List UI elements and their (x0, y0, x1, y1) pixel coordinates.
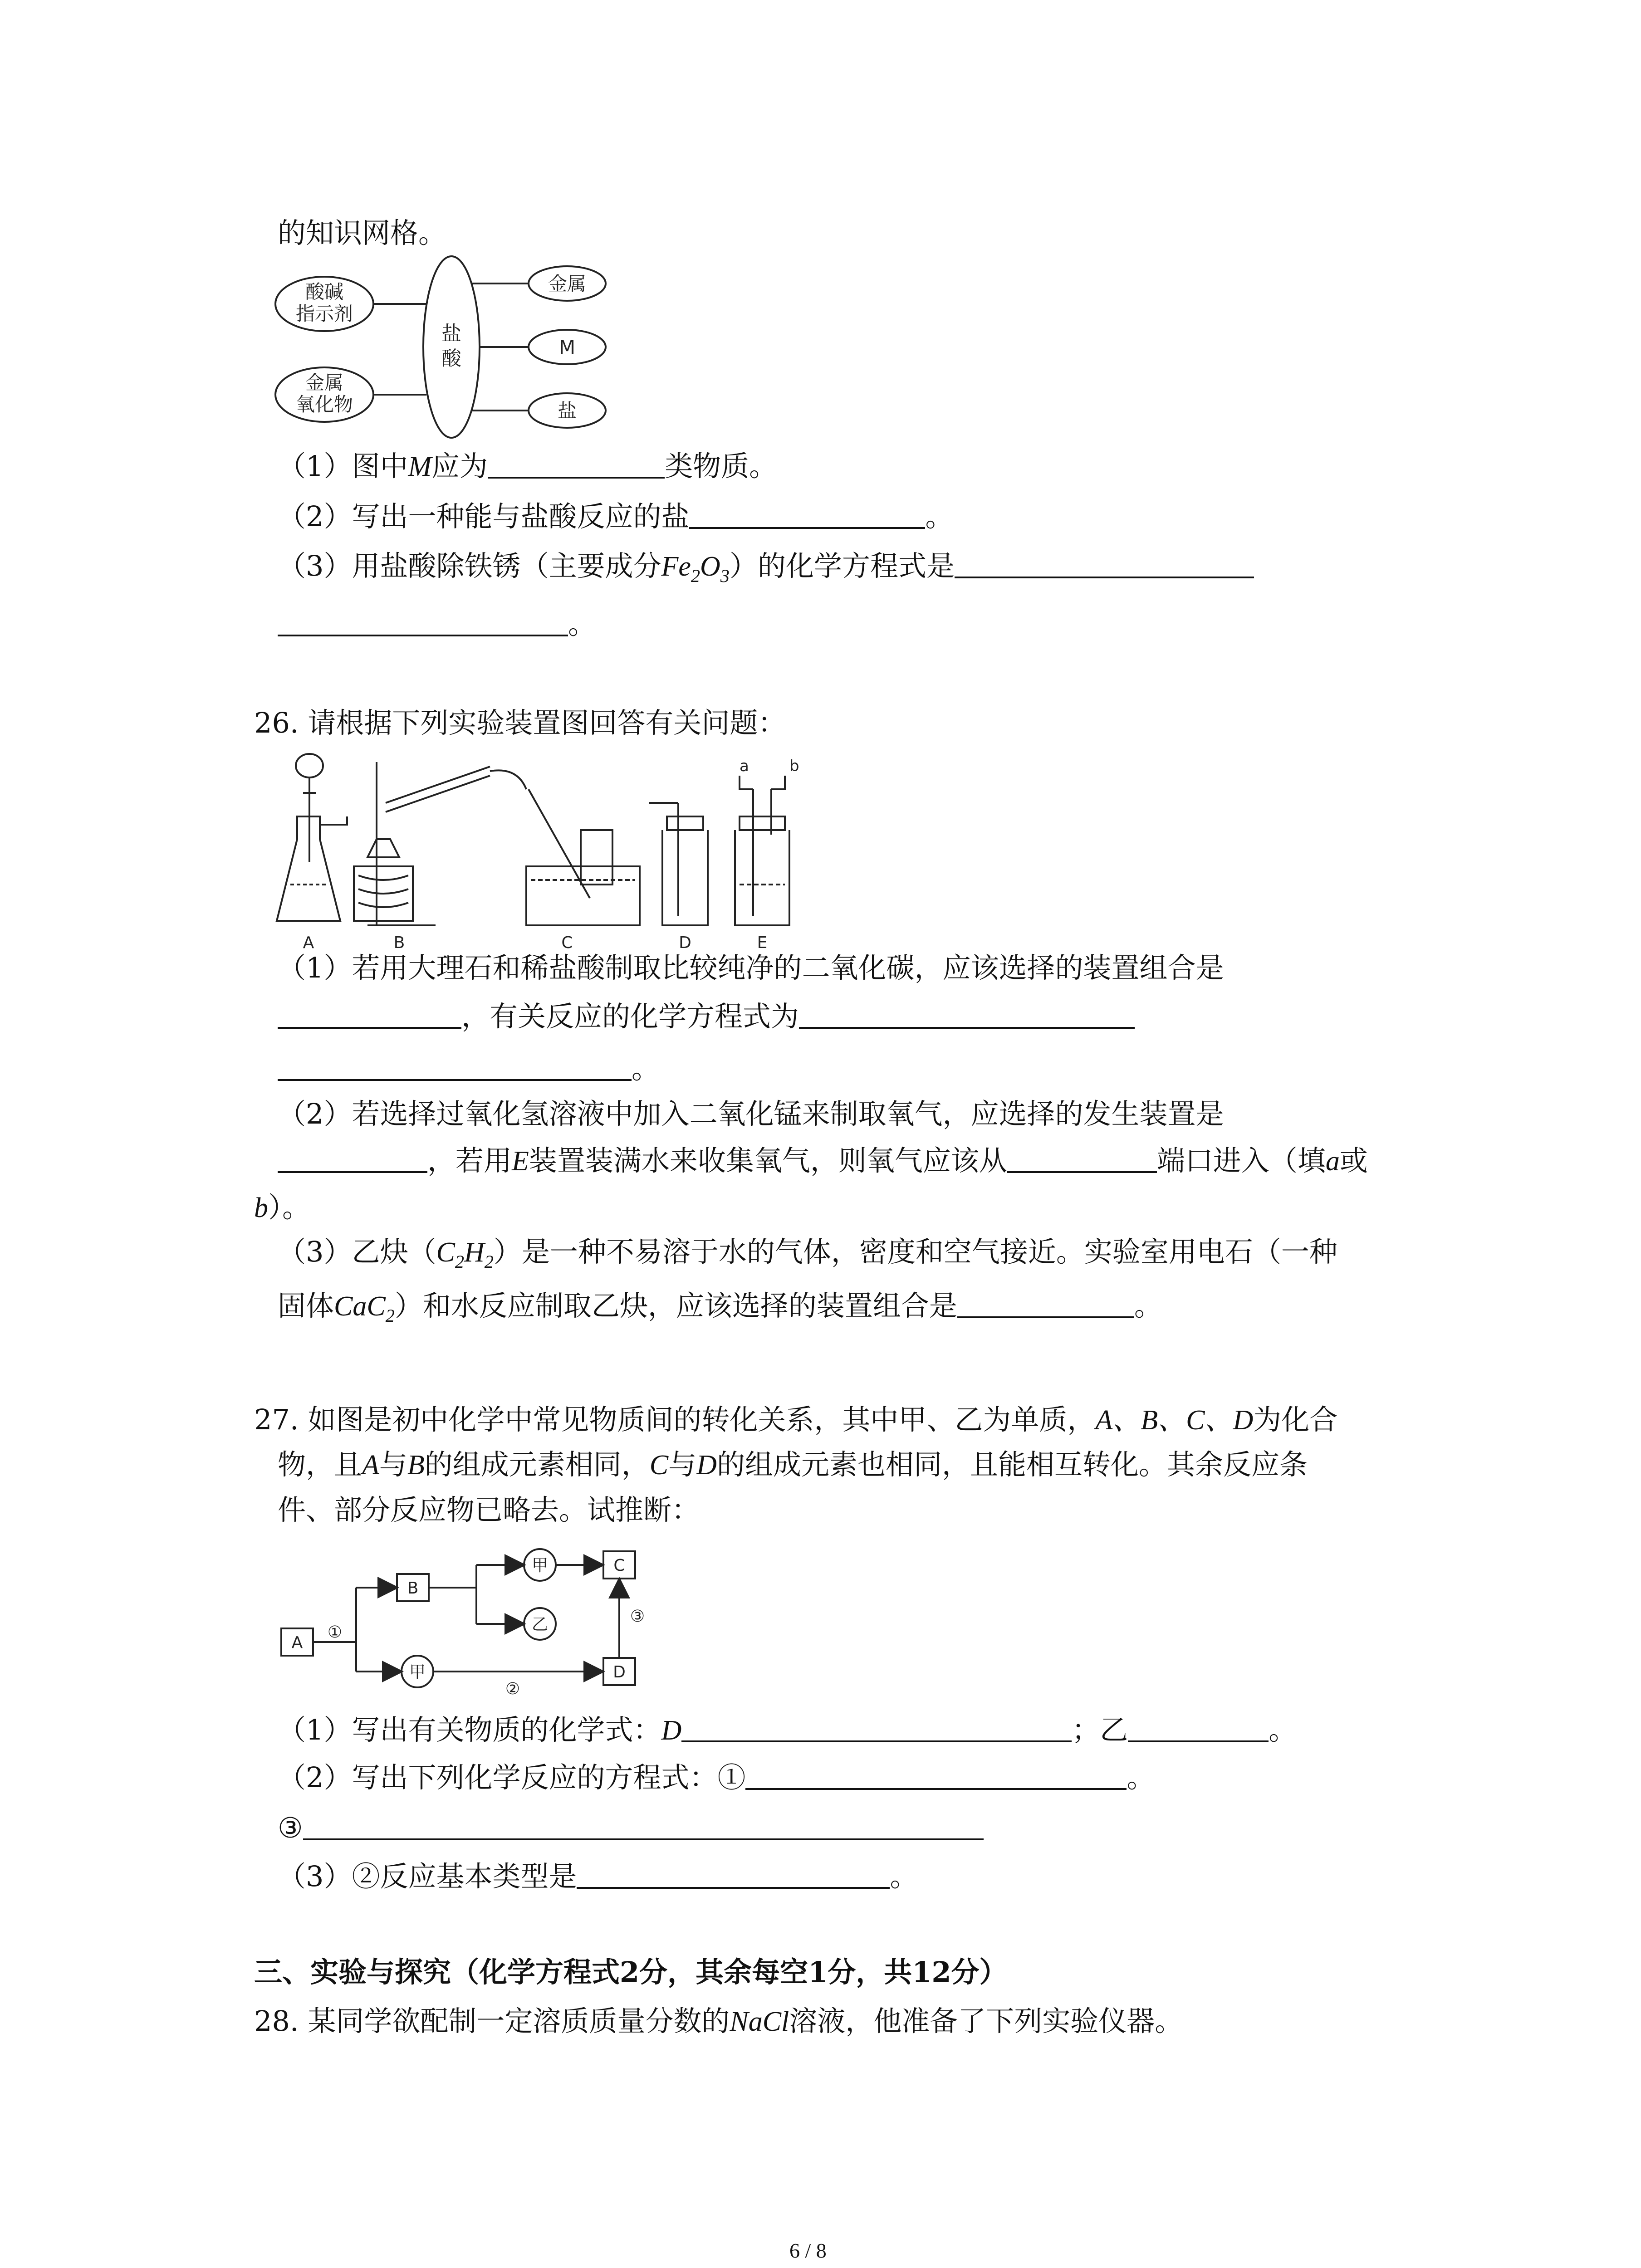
node-c: C (613, 1556, 625, 1575)
q28-stem: 28. 某同学欲配制一定溶质质量分数的NaCl溶液，他准备了下列实验仪器。 (254, 2004, 1183, 2038)
diagram-label-m: M (558, 336, 576, 358)
q27-transformation-diagram (277, 1542, 685, 1698)
q27-blank-2b[interactable] (303, 1812, 984, 1840)
q27-part3: （3）②反应基本类型是 。 (278, 1860, 918, 1893)
label-c: C (561, 934, 573, 952)
q27-blank-3[interactable] (577, 1861, 890, 1889)
q27-part1: （1）写出有关物质的化学式：D ；乙 。 (278, 1713, 1297, 1746)
node-jia-top: 甲 (531, 1556, 549, 1575)
apparatus-e (735, 776, 789, 925)
q27-blank-1a[interactable] (681, 1714, 1072, 1742)
q26-apparatus-figure (272, 748, 826, 954)
q25-blank-2[interactable] (689, 501, 925, 529)
q26-part2-line2: ，若用E装置装满水来收集氧气，则氧气应该从 端口进入（填a或 (278, 1144, 1368, 1178)
diagram-label-indicator-1: 酸碱 (305, 281, 344, 303)
q26-blank-2a[interactable] (278, 1145, 427, 1173)
q25-intro-tail: 的知识网格。 (278, 216, 447, 249)
label-d: D (679, 934, 691, 952)
q26-part3-line2: 固体CaC$_2$）和水反应制取乙炔，应该选择的装置组合是 。 (278, 1289, 1162, 1326)
q25-blank-1[interactable] (488, 450, 665, 479)
node-a: A (291, 1633, 303, 1652)
q26-part1-line3: 。 (278, 1052, 660, 1085)
q26-blank-3[interactable] (957, 1290, 1134, 1318)
diagram-label-metal: 金属 (548, 273, 587, 295)
q26-part1-line1: （1）若用大理石和稀盐酸制取比较纯净的二氧化碳，应该选择的装置组合是 (278, 951, 1224, 984)
port-b-label: b (789, 757, 799, 775)
node-jia-bottom: 甲 (409, 1663, 426, 1681)
node-yi: 乙 (531, 1615, 549, 1634)
q25-blank-3b[interactable] (278, 608, 568, 636)
q26-part2-line3: b）。 (254, 1191, 311, 1224)
q26-blank-1b[interactable] (799, 1001, 1135, 1029)
q25-part2: （2）写出一种能与盐酸反应的盐 。 (278, 500, 954, 533)
diagram-label-oxide-2: 氧化物 (295, 393, 353, 415)
q25-knowledge-diagram (272, 254, 644, 442)
label-a: A (303, 934, 314, 952)
apparatus-d (649, 803, 708, 925)
label-e: E (757, 934, 768, 952)
q26-part2-line1: （2）若选择过氧化氢溶液中加入二氧化锰来制取氧气，应选择的发生装置是 (278, 1097, 1224, 1130)
q27-part2-line2: ③ (278, 1812, 984, 1844)
node-b: B (407, 1579, 419, 1598)
label-b: B (393, 934, 405, 952)
q26-stem: 26. 请根据下列实验装置图回答有关问题： (254, 706, 786, 739)
diagram-label-indicator-2: 指示剂 (295, 303, 353, 325)
q27-line1: 27. 如图是初中化学中常见物质间的转化关系，其中甲、乙为单质，A、B、C、D为化合 (254, 1403, 1338, 1436)
diagram-label-center-2: 酸 (441, 347, 461, 370)
q26-part1-line2: ，有关反应的化学方程式为 (278, 1000, 1135, 1032)
q26-blank-2b[interactable] (1007, 1145, 1157, 1173)
port-a-label: a (740, 757, 749, 775)
diagram-label-oxide-1: 金属 (305, 371, 344, 394)
q26-blank-1a[interactable] (278, 1001, 461, 1029)
apparatus-b (354, 762, 526, 925)
q25-part1: （1）图中M应为 类物质。 (278, 450, 778, 483)
q27-line3: 件、部分反应物已略去。试推断： (278, 1493, 700, 1526)
diagram-label-salt: 盐 (557, 400, 577, 422)
q25-part3-line2: 。 (278, 608, 596, 640)
q25-blank-3a[interactable] (955, 550, 1254, 578)
q27-line2: 物，且A与B的组成元素相同，C与D的组成元素也相同，且能相互转化。其余反应条 (278, 1448, 1308, 1481)
page-number: 6 / 8 (789, 2239, 827, 2262)
q26-part3-line1: （3）乙炔$(C_2H_2)$是一种不易溶于水的气体，密度和空气接近。实验室用电石（一种 (278, 1235, 1337, 1272)
reaction-1-label: ① (327, 1623, 343, 1642)
apparatus-a (277, 754, 347, 921)
reaction-3-label: ③ (630, 1607, 645, 1626)
q25-part3: （3）用盐酸除铁锈（主要成分$Fe_2O_3$）的化学方程式是 (278, 550, 1254, 587)
node-d: D (613, 1663, 626, 1681)
reaction-2-label: ② (505, 1680, 520, 1696)
q26-blank-1c[interactable] (278, 1053, 632, 1081)
diagram-label-center-1: 盐 (441, 322, 461, 345)
apparatus-c (526, 789, 640, 925)
section-3-heading: 三、实验与探究（化学方程式2分，其余每空1分，共12分） (254, 1955, 1008, 1989)
q27-blank-2a[interactable] (745, 1762, 1127, 1790)
q27-part2: （2）写出下列化学反应的方程式：① 。 (278, 1761, 1155, 1794)
q27-blank-1b[interactable] (1128, 1714, 1269, 1742)
